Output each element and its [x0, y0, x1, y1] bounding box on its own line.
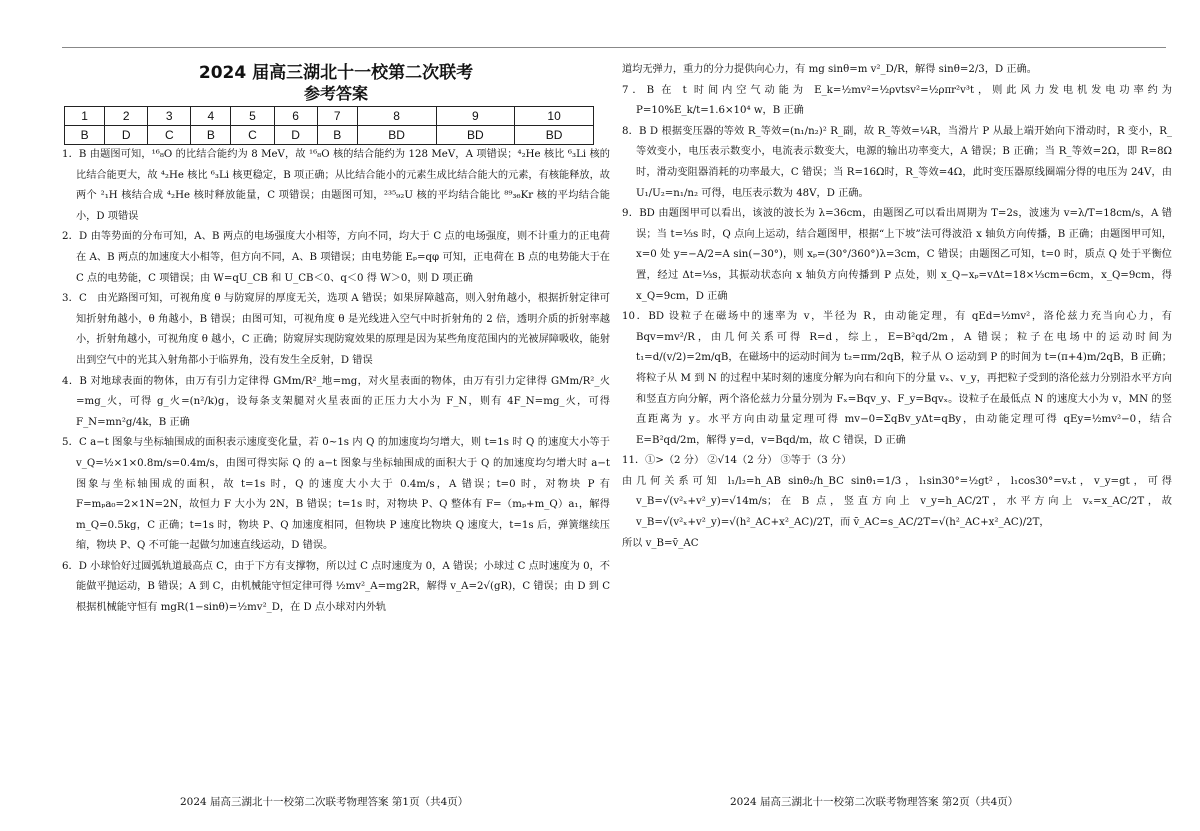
- question-number: 6: [274, 107, 317, 126]
- answer-table-number-row: [65, 107, 594, 126]
- explanation-q9: 9．BD 由题图甲可以看出，该波的波长为 λ=36cm，由题图乙可以看出周期为 T=2s，波速为 v=λ/T=18cm/s，A 错误；当 t=⅓s 时，Q 点向上运动，结合题图甲，根据“上下坡”法可得波沿 x 轴负方向传播，B 正确；由题图甲可知，x=0 处 y=−A/2=A sin(−30°)，则 xₚ=(30°/360°)λ=3cm，C 错误；由题图乙可知，t=0 时，质点 Q 处于平衡位置，经过 Δt=⅓s，其振动状态向 x 轴负方向传播到 P 点处，则 x_Q−xₚ=vΔt=18×⅓cm=6cm，x_Q=9cm，得 x_Q=9cm，D 正确: [622, 208, 1172, 302]
- explanation-q7: 7．B 在 t 时间内空气动能为 E_k=½mv²=½ρvtsv²=½ρπr²v³t，则此风力发电机发电功率约为 P=10%E_k/t=1.6×10⁴ w，B 正确: [622, 84, 1172, 117]
- answer-cell: B: [317, 126, 357, 145]
- question-number: 7: [317, 107, 357, 126]
- answer-table: [64, 106, 594, 145]
- right-column: [622, 60, 1172, 554]
- document-title: 2024 届高三湖北十一校第二次联考: [198, 63, 474, 83]
- answer-cell: B: [65, 126, 105, 145]
- left-column: [62, 60, 610, 619]
- answer-cell: D: [105, 126, 148, 145]
- answer-cell: C: [148, 126, 191, 145]
- explanation-q5: 5．C a−t 图象与坐标轴围成的面积表示速度变化量，若 0~1s 内 Q 的加速度均匀增大，则 t=1s 时 Q 的速度大小等于 v_Q=½×1×0.8m/s=0.4m/s，由图可得实际 Q 的 a−t 图象与坐标轴围成的面积大于 Q 的加速度均匀增大时 a−t 图象与坐标轴围成的面积，故 t=1s 时，Q 的速度大小大于 0.4m/s，A 错误；t=0 时，对物块 P 有 F=mₚa₀=2×1N=2N，故恒力 F 大小为 2N，B 错误；t=1s 时，对物块 P、Q 整体有 F=（mₚ+m_Q）a₁，解得 m_Q=0.5kg，C 正确；t=1s 时，物块 P、Q 加速度相同，但物块 P 速度比物块 Q 速度大，t=1s 后，弹簧继续压缩，物块 P、Q 不可能一起做匀加速直线运动，D 错误。: [62, 437, 610, 552]
- page-footer-right: 2024 届高三湖北十一校第二次联考物理答案 第2页（共4页）: [730, 796, 1019, 808]
- top-rule: [62, 47, 1166, 48]
- answer-cell: D: [274, 126, 317, 145]
- answer-cell: C: [231, 126, 274, 145]
- explanation-q11-conclusion: 所以 v_B=v̄_AC: [622, 537, 699, 549]
- page-footer-left: 2024 届高三湖北十一校第二次联考物理答案 第1页（共4页）: [180, 796, 469, 808]
- question-number: 5: [231, 107, 274, 126]
- question-number: 1: [65, 107, 105, 126]
- question-number: 2: [105, 107, 148, 126]
- explanation-q6: 6．D 小球恰好过圆弧轨道最高点 C，由于下方有支撑物，所以过 C 点时速度为 0，A 错误；小球过 C 点时速度为 0，不能做平抛运动，B 错误；A 到 C，由机械能守恒定律可得 ½mv²_A=mg2R，解得 v_A=2√(gR)，C 错误；由 D 到 C 根据机械能守恒有 mgR(1−sinθ)=½mv²_D，在 D 点小球对内外轨: [62, 560, 610, 614]
- answer-cell: B: [191, 126, 231, 145]
- question-number: 10: [515, 107, 594, 126]
- explanation-q1: 1．B 由题图可知，¹⁶₈O 的比结合能约为 8 MeV，故 ¹⁶₈O 核的结合能约为 128 MeV，A 项错误；⁴₂He 核比 ⁶₃Li 核的比结合能更大，故 ⁴₂He 核比 ⁶₃Li 核更稳定，B 项正确；从比结合能小的元素生成比结合能大的元素，有核能释放，故两个 ²₁H 核结合成 ⁴₂He 核时释放能量，C 项错误；由题图可知，²³⁵₉₂U 核的平均结合能比 ⁸⁹₃₆Kr 核的平均结合能小，D 项错误: [62, 149, 610, 222]
- question-number: 9: [436, 107, 515, 126]
- answer-table-answer-row: [65, 126, 594, 145]
- explanation-q6-continued: 道均无弹力，重力的分力提供向心力，有 mg sinθ=m v²_D/R，解得 sinθ=2/3，D 正确。: [622, 64, 1037, 75]
- question-number: 3: [148, 107, 191, 126]
- question-number: 4: [191, 107, 231, 126]
- explanation-q11-answer: 11．①>（2 分） ②√14（2 分） ③等于（3 分）: [622, 455, 852, 467]
- answer-cell: BD: [515, 126, 594, 145]
- question-number: 8: [357, 107, 436, 126]
- explanation-q10: 10．BD 设粒子在磁场中的速率为 v，半径为 R，由动能定理，有 qEd=½mv²，洛伦兹力充当向心力，有 Bqv=mv²/R，由几何关系可得 R=d，综上，E=B²qd/2m，A 错误；粒子在电场中的运动时间为 t₁=d/(v/2)=2m/qB，在磁场中的运动时间为 t₂=πm/2qB，粒子从 O 运动到 P 的时间为 t=(π+4)m/2qB，B 正确；将粒子从 M 到 N 的过程中某时刻的速度分解为向右和向下的分量 vₓ、v_y，再把粒子受到的洛伦兹力分别沿水平方向和竖直方向分解，两个洛伦兹力分量分别为 Fₓ=Bqv_y、F_y=Bqvₓ。设粒子在最低点 N 的速度大小为 v，MN 的竖直距离为 y。水平方向由动量定理可得 mv−0=ΣqBv_yΔt=qBy，由动能定理可得 qEy=½mv²−0，结合 E=B²qd/2m，解得 y=d，v=Bqd/m，故 C 错误，D 正确: [622, 311, 1172, 446]
- explanation-q4: 4．B 对地球表面的物体，由万有引力定律得 GMm/R²_地=mg，对火星表面的物体，由万有引力定律得 GMm/R²_火=mg_火，可得 g_火=(n²/k)g，设每条支架腿对火星表面的正压力大小为 F_N，则有 4F_N=mg_火，可得 F_N=mn²g/4k，B 正确: [62, 375, 610, 428]
- answer-cell: BD: [436, 126, 515, 145]
- document-subtitle: 参考答案: [303, 84, 368, 103]
- explanation-q8: 8．B D 根据变压器的等效 R_等效=(n₁/n₂)² R_副，故 R_等效=¼R，当滑片 P 从最上端开始向下滑动时，R 变小，R_等效变小，电压表示数变小，电流表示数变大，电源的输出功率变大，A 错误；B 正确；当 R_等效=2Ω，即 R=8Ω时，滑动变阻器消耗的功率最大，C 错误；当 R=16Ω时，R_等效=4Ω，此时变压器原线圈端分得的电压为 24V，由 U₁/U₂=n₁/n₂ 可得，电压表示数为 48V，D 正确。: [622, 125, 1172, 199]
- answer-cell: BD: [357, 126, 436, 145]
- explanation-q2: 2．D 由等势面的分布可知，A、B 两点的电场强度大小相等，方向不同，均大于 C 点的电场强度，则不计重力的正电荷在 A、B 两点的加速度大小相等，但方向不同，A、B 项错误；由电势能 Eₚ=qφ 可知，正电荷在 B 点的电势能大于在 C 点的电势能，C 项错误；由 W=qU_CB 和 U_CB＜0、q＜0 得 W＞0，则 D 项正确: [62, 231, 610, 284]
- explanation-q3: 3．C 由光路图可知，可视角度 θ 与防窥屏的厚度无关，选项 A 错误；如果屏障越高，则入射角越小，根据折射定律可知折射角越小，θ 角越小，B 错误；由图可知，可视角度 θ 是光线进入空气中时折射角的 2 倍，透明介质的折射率越小，折射角越小，可视角度 θ 越小，C 正确；防窥屏实现防窥效果的原理是因为某些角度范围内的光被屏障吸收，能射出到空气中的光其入射角都小于临界角，没有发生全反射，D 错误: [62, 293, 610, 366]
- explanation-q11-derivation: 由几何关系可知 l₁/l₂=h_AB sinθ₂/h_BC sinθ₁=1/3，l₁sin30°=½gt²，l₁cos30°=vₓt，v_y=gt，可得 v_B=√(v²ₓ+v²_y)=√14m/s；在 B 点，竖直方向上 v_y=h_AC/2T，水平方向上 vₓ=x_AC/2T，故 v_B=√(v²ₓ+v²_y)=√(h²_AC+x²_AC)/2T，而 v̄_AC=s_AC/2T=√(h²_AC+x²_AC)/2T，: [622, 475, 1172, 529]
